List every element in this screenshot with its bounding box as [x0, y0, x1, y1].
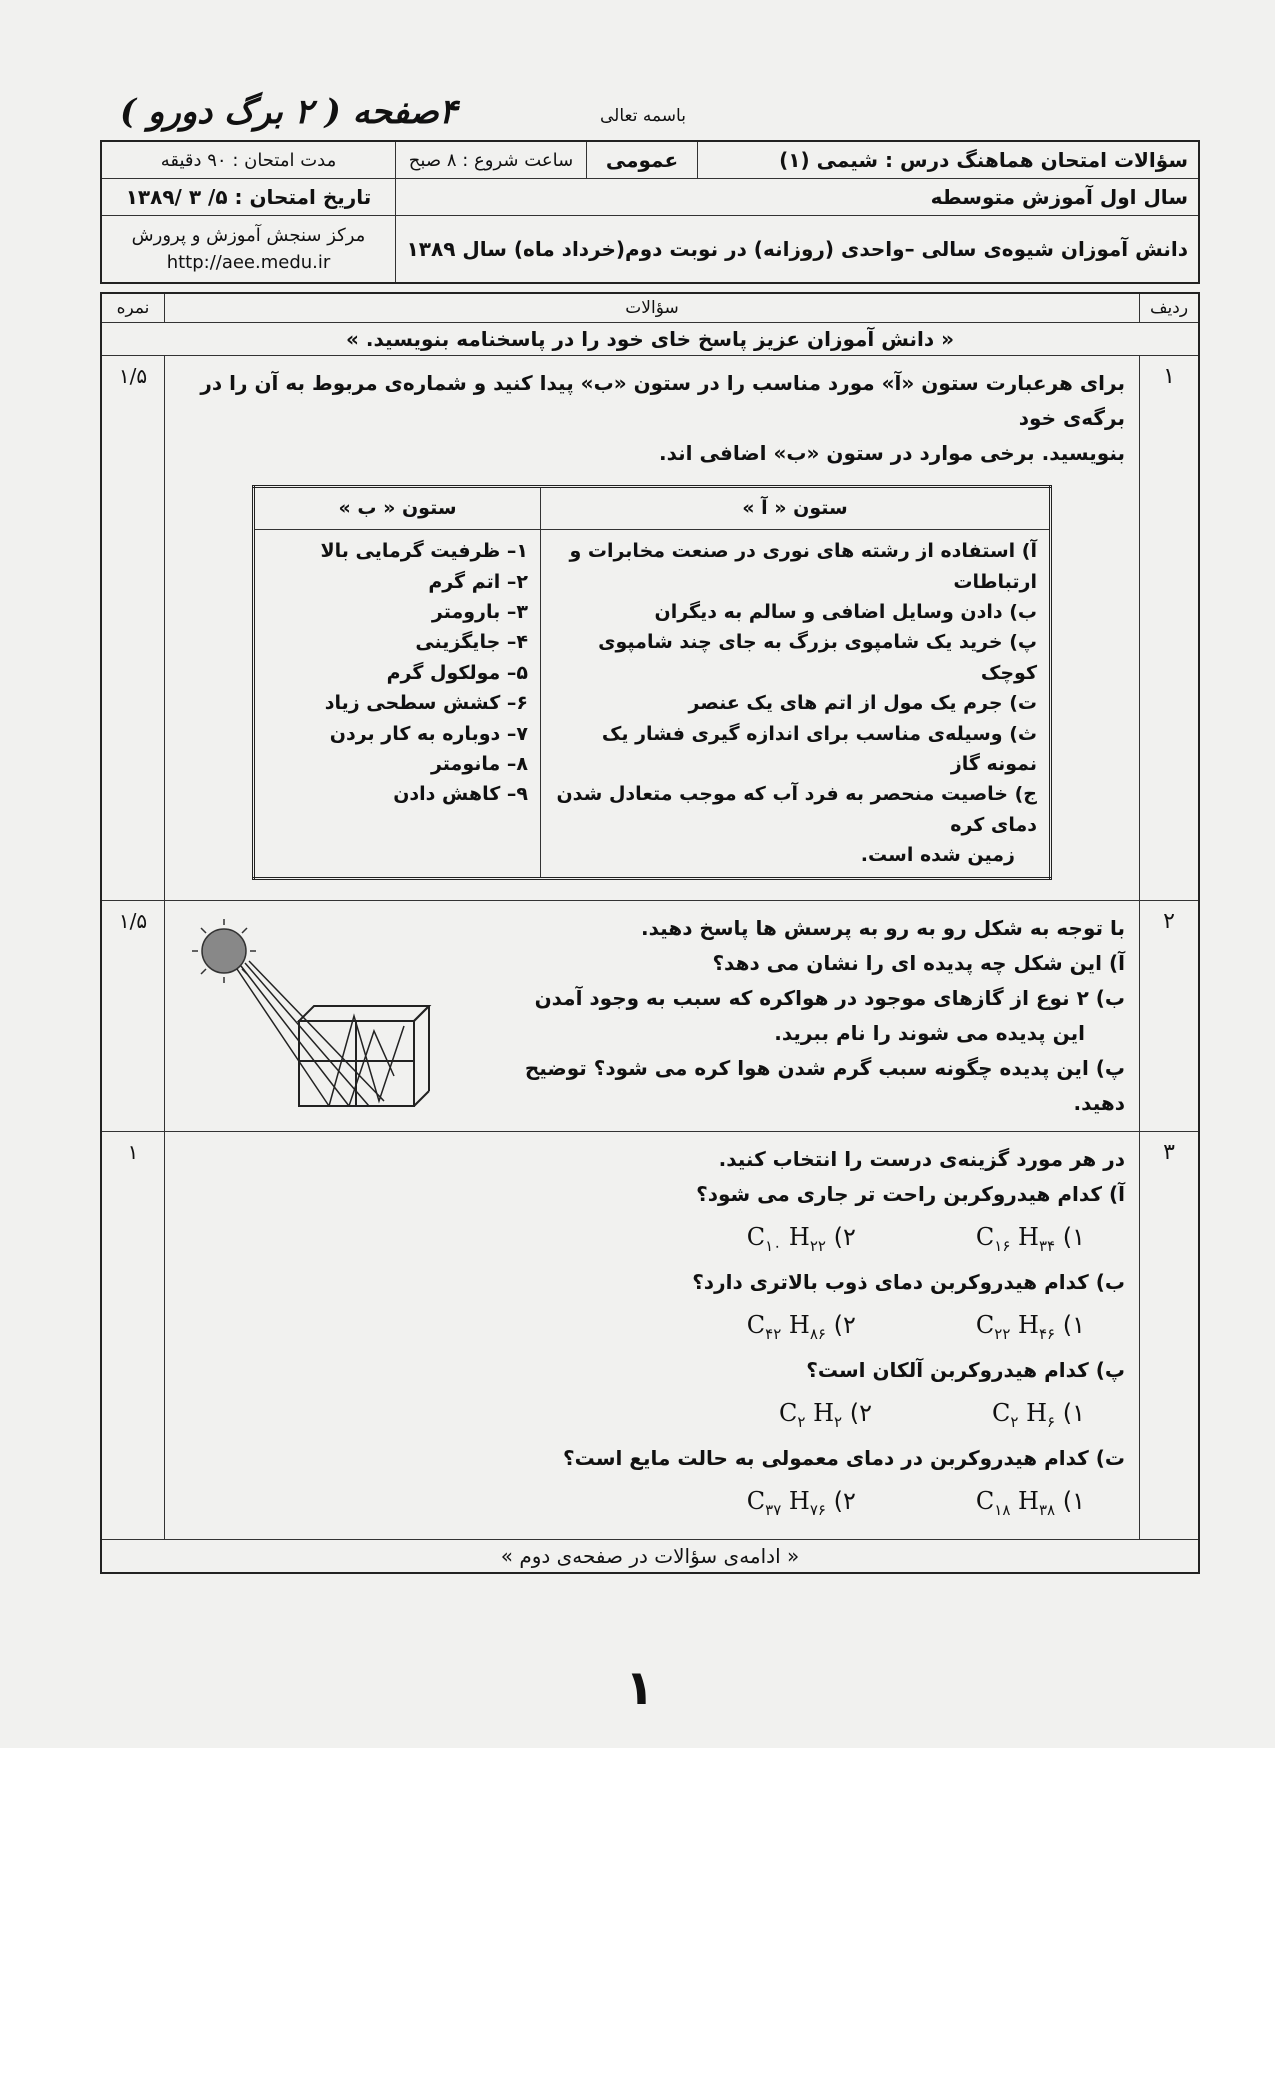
students-info: دانش آموزان شیوه‌ی سالی –واحدی (روزانه) در نوبت دوم(خرداد ماه) سال ۱۳۸۹	[396, 216, 1200, 284]
col-a-item: ت) جرم یک مول از اتم های یک عنصر	[688, 692, 1037, 715]
q2-part-a: آ) این شکل چه پدیده ای را نشان می دهد؟	[712, 950, 1125, 975]
q1-number: ۱	[1140, 356, 1200, 901]
q3-body	[165, 1131, 1140, 1539]
greenhouse-diagram	[179, 911, 439, 1121]
continuation-note: « ادامه‌ی سؤالات در صفحه‌ی دوم »	[101, 1539, 1199, 1573]
instruction: « دانش آموزان عزیز پاسخ خای خود را در پاسخنامه بنویسید. »	[101, 323, 1199, 356]
q2-score: ۱/۵	[101, 900, 165, 1131]
handwritten-note: ۴صفحه ( ۲ برگ دورو )	[120, 92, 458, 132]
questions-table	[100, 292, 1200, 1574]
q3-number: ۳	[1140, 1131, 1200, 1539]
option-1: ۱) $C_۲$ $H_۶$	[992, 1398, 1085, 1431]
q2-number: ۲	[1140, 900, 1200, 1131]
exam-sheet	[100, 140, 1200, 1574]
exam-header	[100, 140, 1200, 284]
option-2: ۲) $C_۲$ $H_۲$	[779, 1398, 873, 1431]
start-time: ساعت شروع : ۸ صبح	[396, 141, 587, 179]
option-1: ۱) $C_{۱۸}$ $H_{۳۸}$	[975, 1486, 1085, 1519]
col-a-item: ب) دادن وسایل اضافی و سالم به دیگران	[654, 601, 1037, 624]
col-b-item: ۸– مانومتر	[430, 752, 528, 775]
col-b-items	[254, 530, 541, 878]
center-url: http://aee.medu.ir	[166, 252, 331, 273]
page-number: ۱	[625, 1660, 655, 1716]
col-b-item: ۶– کشش سطحی زیاد	[324, 692, 528, 715]
col-a-items	[541, 530, 1051, 878]
q2-part-c: پ) این پدیده چگونه سبب گرم شدن هوا کره می شود؟ توضیح دهید.	[524, 1055, 1125, 1115]
grade-level: سال اول آموزش متوسطه	[396, 179, 1200, 216]
exam-date: تاریخ امتحان : ۵/ ۳ /۱۳۸۹	[101, 179, 396, 216]
q3-item	[179, 1265, 1125, 1353]
q3-item-question: آ) کدام هیدروکربن راحت تر جاری می شود؟	[696, 1181, 1125, 1206]
question-3	[101, 1131, 1199, 1539]
option-1: ۱) $C_{۱۶}$ $H_{۳۴}$	[975, 1222, 1085, 1255]
exam-type: عمومی	[587, 141, 698, 179]
q1-text-b: بنویسید. برخی موارد در ستون «ب» اضافی اند.	[659, 441, 1125, 465]
q3-options	[179, 1212, 1125, 1265]
q3-item-question: ت) کدام هیدروکربن در دمای معمولی به حالت مایع است؟	[563, 1445, 1125, 1470]
col-b-item: ۲– اتم گرم	[428, 570, 528, 593]
question-2	[101, 900, 1199, 1131]
col-a-item: زمین شده است.	[860, 844, 1015, 867]
col-b-item: ۹– کاهش دادن	[393, 783, 528, 806]
sun-rays	[237, 961, 404, 1106]
q2-part-b-cont: این پدیده می شوند را نام ببرید.	[774, 1020, 1085, 1045]
option-2: ۲) $C_{۴۲}$ $H_{۸۶}$	[746, 1310, 856, 1343]
col-b-item: ۵– مولکول گرم	[386, 661, 528, 684]
matching-table	[252, 485, 1052, 880]
q3-item	[179, 1353, 1125, 1441]
center-info	[101, 216, 396, 284]
q2-intro: با توجه به شکل رو به رو به پرسش ها پاسخ دهید.	[641, 915, 1125, 940]
col-score-header: نمره	[101, 293, 165, 323]
col-b-item: ۷– دوباره به کار بردن	[329, 722, 528, 745]
option-1: ۱) $C_{۲۲}$ $H_{۴۶}$	[975, 1310, 1085, 1343]
q3-score: ۱	[101, 1131, 165, 1539]
col-a-item: پ) خرید یک شامپوی بزرگ به جای چند شامپوی کوچک	[598, 631, 1037, 684]
q1-score: ۱/۵	[101, 356, 165, 901]
q3-intro: در هر مورد گزینه‌ی درست را انتخاب کنید.	[718, 1146, 1125, 1171]
q3-options	[179, 1476, 1125, 1529]
option-2: ۲) $C_{۳۷}$ $H_{۷۶}$	[746, 1486, 856, 1519]
subject: سؤالات امتحان هماهنگ درس : شیمی (۱)	[698, 141, 1200, 179]
col-a-item: آ) استفاده از رشته های نوری در صنعت مخابرات و ارتباطات	[569, 540, 1037, 593]
col-a-item: ث) وسیله‌ی مناسب برای اندازه گیری فشار یک نمونه گاز	[601, 722, 1037, 775]
col-row-header: ردیف	[1140, 293, 1200, 323]
q1-body	[165, 356, 1140, 901]
col-a-item: ج) خاصیت منحصر به فرد آب که موجب متعادل شدن دمای کره	[556, 783, 1037, 836]
q3-item-question: پ) کدام هیدروکربن آلکان است؟	[806, 1357, 1125, 1382]
col-a-title: ستون « آ »	[541, 487, 1051, 530]
q3-item	[179, 1177, 1125, 1265]
q2-text	[485, 911, 1125, 1121]
q3-item-question: ب) کدام هیدروکربن دمای ذوب بالاتری دارد؟	[692, 1269, 1125, 1294]
exam-duration: مدت امتحان : ۹۰ دقیقه	[101, 141, 396, 179]
q2-part-b: ب) ۲ نوع از گازهای موجود در هواکره که سبب به وجود آمدن	[534, 985, 1125, 1010]
q3-item	[179, 1441, 1125, 1529]
col-b-title: ستون « ب »	[254, 487, 541, 530]
question-1	[101, 356, 1199, 901]
basmala: باسمه تعالی	[600, 106, 686, 126]
q3-options	[179, 1300, 1125, 1353]
option-2: ۲) $C_{۱۰}$ $H_{۲۲}$	[746, 1222, 856, 1255]
col-b-item: ۳– بارومتر	[431, 601, 528, 624]
q2-body	[165, 900, 1140, 1131]
q1-text-a: برای هرعبارت ستون «آ» مورد مناسب را در ستون «ب» پیدا کنید و شماره‌ی مربوط به آن را در برگه‌ی خود	[200, 371, 1125, 430]
col-b-item: ۱– ظرفیت گرمایی بالا	[320, 540, 528, 563]
q3-options	[179, 1388, 1125, 1441]
col-questions-header: سؤالات	[165, 293, 1140, 323]
center-name: مرکز سنجش آموزش و پرورش	[131, 225, 366, 246]
col-b-item: ۴– جایگزینی	[415, 631, 528, 654]
